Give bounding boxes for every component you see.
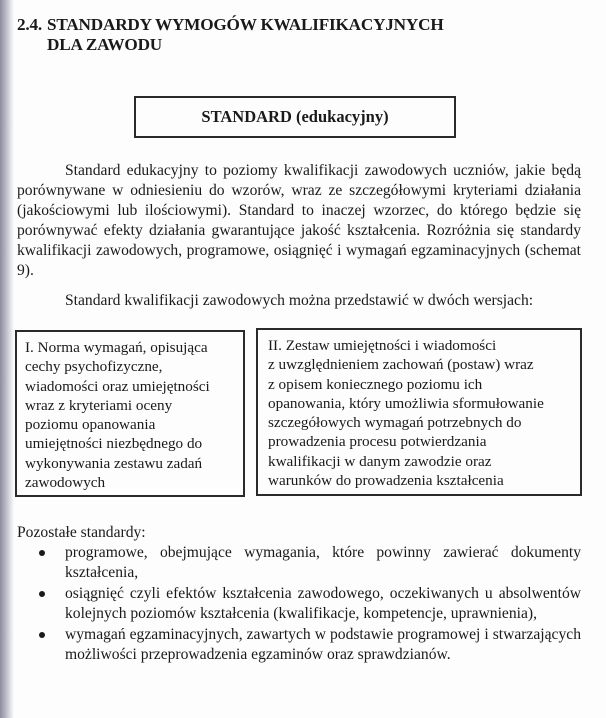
version-1-line: I. Norma wymagań, opisująca	[25, 339, 208, 356]
section-number: 2.4.	[17, 15, 42, 34]
list-item	[17, 584, 581, 624]
section-title-line2: DLA ZAWODU	[47, 35, 162, 54]
version-2-line: opanowania, który umożliwia sformułowanie	[268, 394, 544, 412]
list-item-text: osiągnięć czyli efektów kształcenia zawodowego, oczekiwanych u absolwentów kolejnych poziomów kształcenia (kwalifikacje, kompetencje, uprawnienia),	[65, 585, 581, 622]
list-item-text: wymagań egzaminacyjnych, zawartych w podstawie programowej i stwarzających możliwości przeprowadzenia egzaminów oraz sprawdzianów.	[65, 626, 581, 663]
list-item	[17, 543, 581, 583]
paragraph-versions-intro: Standard kwalifikacji zawodowych można przedstawić w dwóch wersjach:	[65, 292, 534, 309]
version-1-line: umiejętności niezbędnego do	[25, 435, 203, 453]
version-box-1	[15, 330, 245, 497]
version-2-line: II. Zestaw umiejętności i wiadomości	[268, 337, 497, 354]
version-1-line: poziomu opanowania	[25, 416, 156, 434]
version-2-line: z opisem koniecznego poziomu ich	[268, 375, 483, 393]
standard-box-label: STANDARD (edukacyjny)	[201, 107, 389, 126]
version-2-line: kwalifikacji w danym zawodzie oraz	[268, 452, 492, 470]
standard-box	[134, 96, 456, 138]
bullet-icon	[39, 632, 45, 638]
section-title-line1: STANDARDY WYMOGÓW KWALIFIKACYJNYCH	[47, 15, 444, 34]
version-2-line: warunków do prowadzenia kształcenia	[268, 472, 504, 490]
list-item-text: programowe, obejmujące wymagania, które powinny zawierać dokumenty kształcenia,	[65, 544, 581, 581]
section-heading-line1	[17, 15, 444, 35]
page-binding-shadow	[0, 0, 14, 718]
bullet-icon	[39, 591, 45, 597]
other-standards-title: Pozostałe standardy:	[17, 524, 146, 541]
paragraph-definition	[17, 161, 581, 281]
version-box-2	[256, 328, 582, 496]
version-1-line: wykonywania zestawu zadań	[25, 454, 203, 472]
version-1-line: cechy psychofizyczne,	[25, 358, 163, 376]
bullet-icon	[39, 550, 45, 556]
version-2-line: szczegółowych wymagań potrzebnych do	[268, 414, 522, 432]
version-1-line: zawodowych	[25, 474, 106, 492]
list-item	[17, 625, 581, 665]
version-1-line: wiadomości oraz umiejętności	[25, 377, 210, 395]
version-2-line: prowadzenia procesu potwierdzania	[268, 433, 487, 451]
version-2-line: z uwzględnieniem zachowań (postaw) wraz	[268, 356, 534, 374]
paragraph-definition-text: Standard edukacyjny to poziomy kwalifikacji zawodowych uczniów, jakie będą porównywane w odniesieniu do wzorów, wraz ze szczegółowymi kryteriami działania (jakościowymi lub ilościowymi). Standard to inaczej wzorzec, do którego będzie się porównywać efekty działania gwarantujące jakość kształcenia. Rozróżnia się standardy kwalifikacji zawodowych, programowe, osiągnięć i wymagań egzaminacyjnych (schemat 9).	[17, 162, 581, 279]
other-standards-list	[17, 543, 581, 665]
section-heading	[17, 15, 444, 55]
version-1-line: wraz z kryteriami oceny	[25, 396, 173, 414]
